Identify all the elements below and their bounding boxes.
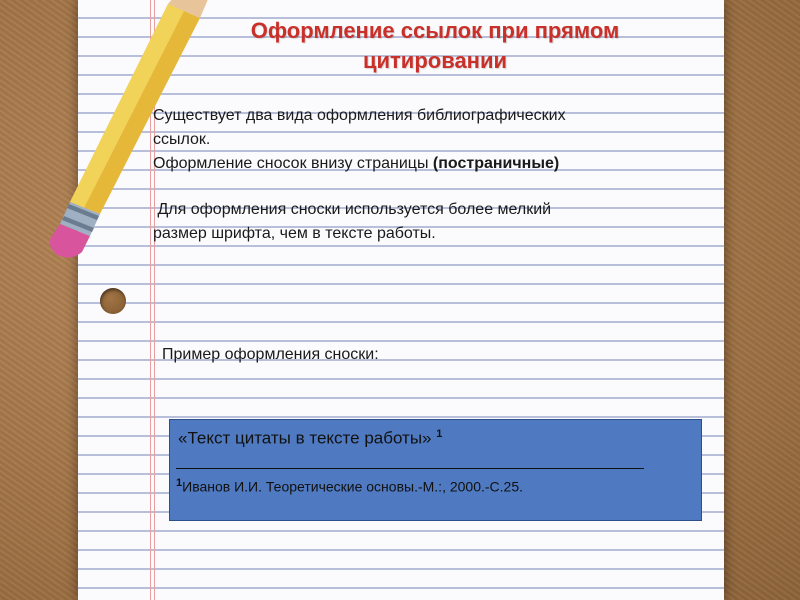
citation-example-box — [169, 419, 702, 521]
title-line-1: Оформление ссылок при прямом — [250, 18, 620, 43]
intro-line-1: Существует два вида оформления библиографических — [153, 107, 566, 124]
footnote-type-line — [153, 152, 693, 176]
font-size-line-1: Для оформления сноски используется более мелкий — [153, 201, 552, 218]
footnote-separator — [176, 468, 644, 469]
intro-line-2: ссылок. — [153, 131, 211, 148]
footnote-type-text: Оформление сносок внизу страницы — [153, 155, 433, 172]
footnote-body: Иванов И.И. Теоретические основы.-М.:, 2000.-С.25. — [182, 478, 524, 495]
quote-body: «Текст цитаты в тексте работы» — [178, 428, 437, 448]
intro-paragraph — [153, 104, 693, 176]
footnote-text — [176, 477, 523, 495]
quote-text — [178, 428, 442, 449]
footnote-type-bold: (постраничные) — [432, 155, 560, 172]
page-title — [175, 16, 695, 76]
font-size-paragraph — [153, 198, 693, 246]
example-label: Пример оформления сноски: — [162, 346, 379, 363]
title-line-2: цитировании — [362, 48, 508, 73]
font-size-line-2: размер шрифта, чем в тексте работы. — [153, 225, 436, 242]
quote-footnote-mark: 1 — [436, 428, 443, 440]
punch-hole-icon — [100, 288, 126, 314]
footnote-mark: 1 — [176, 477, 183, 489]
